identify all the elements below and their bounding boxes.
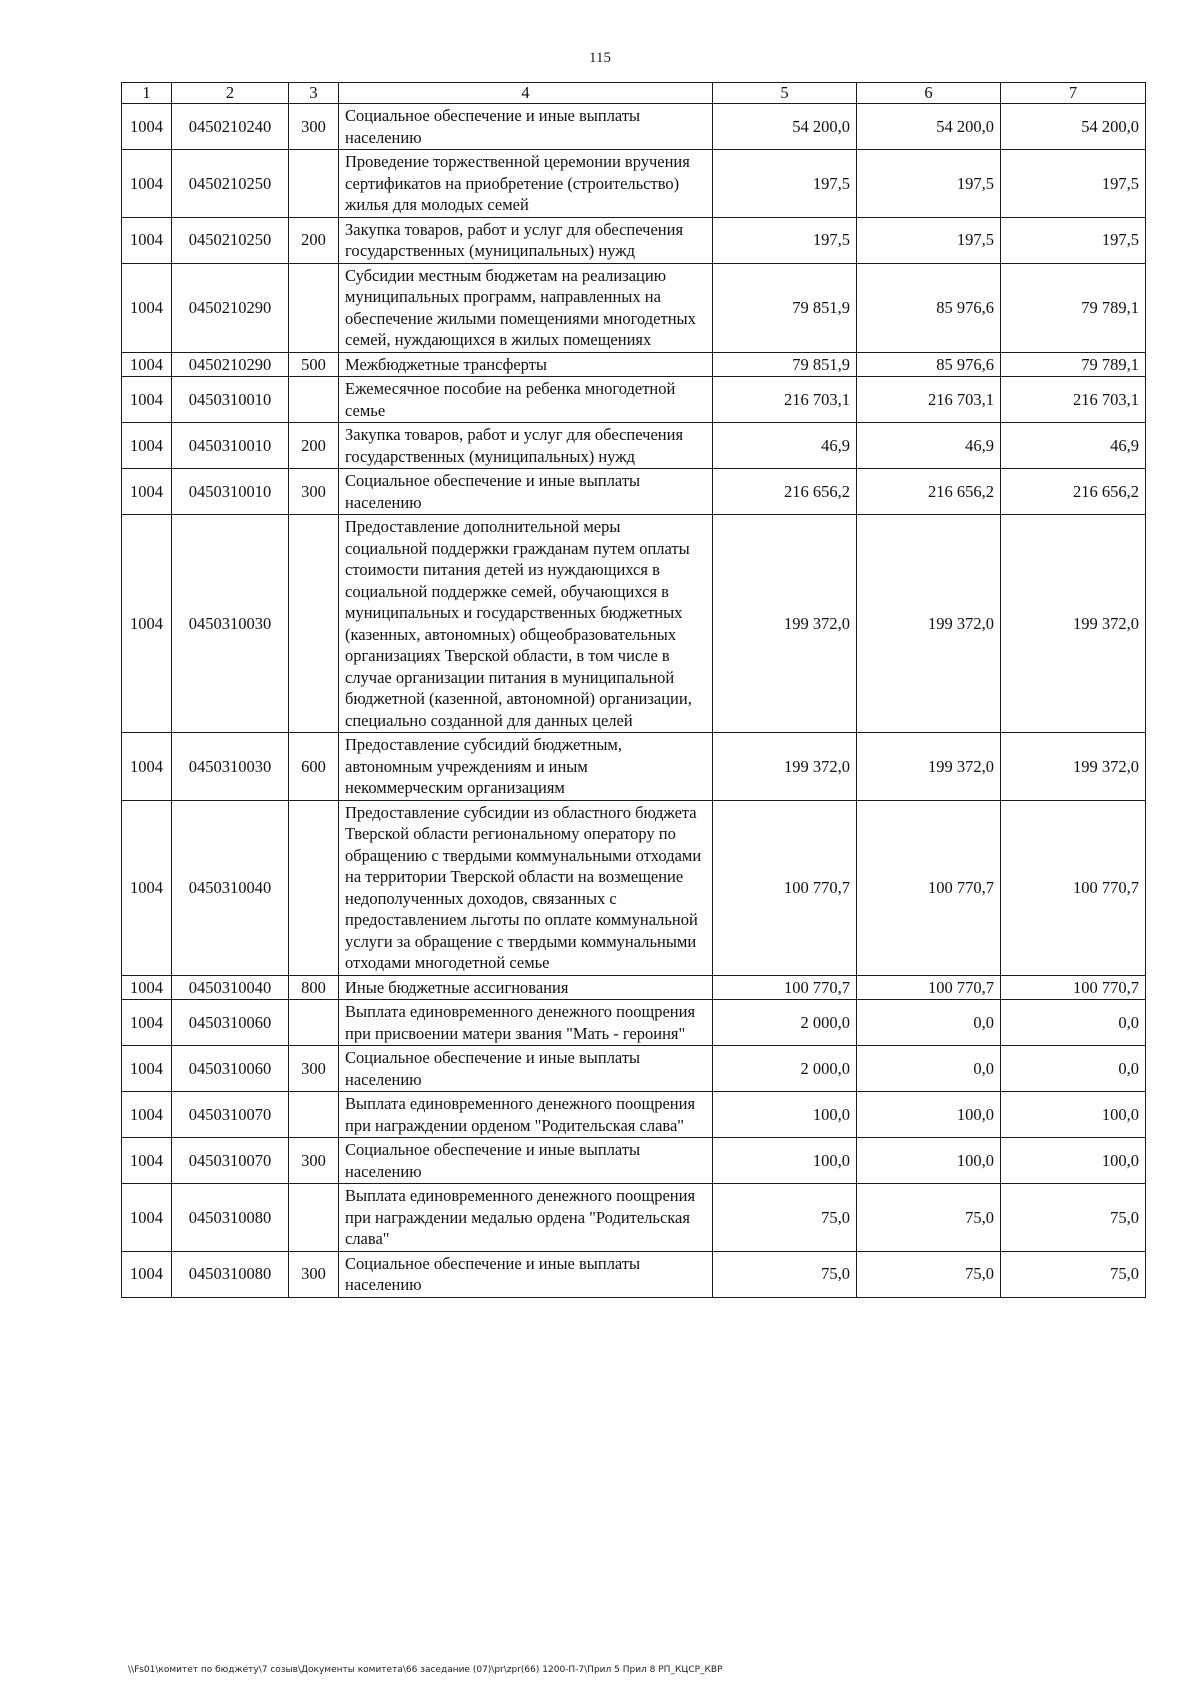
table-row <box>122 352 1146 377</box>
amount-cell-7: 100 770,7 <box>1001 800 1146 975</box>
target-article-cell: 0450310080 <box>172 1184 289 1252</box>
target-article-cell: 0450310010 <box>172 423 289 469</box>
expense-type-cell <box>289 377 339 423</box>
amount-cell-6: 0,0 <box>857 1000 1001 1046</box>
description-cell: Социальное обеспечение и иные выплаты населению <box>339 469 713 515</box>
amount-cell-7: 75,0 <box>1001 1251 1146 1297</box>
amount-cell-7: 46,9 <box>1001 423 1146 469</box>
amount-cell-5: 197,5 <box>713 150 857 218</box>
section-code-cell: 1004 <box>122 1000 172 1046</box>
amount-cell-6: 100,0 <box>857 1092 1001 1138</box>
section-code-cell: 1004 <box>122 469 172 515</box>
amount-cell-7: 79 789,1 <box>1001 352 1146 377</box>
amount-cell-7: 216 703,1 <box>1001 377 1146 423</box>
amount-cell-5: 197,5 <box>713 217 857 263</box>
section-code-cell: 1004 <box>122 423 172 469</box>
amount-cell-7: 0,0 <box>1001 1000 1146 1046</box>
table-row <box>122 515 1146 733</box>
amount-cell-5: 46,9 <box>713 423 857 469</box>
target-article-cell: 0450210250 <box>172 217 289 263</box>
amount-cell-5: 100,0 <box>713 1138 857 1184</box>
expense-type-cell: 500 <box>289 352 339 377</box>
amount-cell-5: 100,0 <box>713 1092 857 1138</box>
amount-cell-7: 216 656,2 <box>1001 469 1146 515</box>
description-cell: Закупка товаров, работ и услуг для обеспечения государственных (муниципальных) нужд <box>339 423 713 469</box>
amount-cell-5: 75,0 <box>713 1184 857 1252</box>
description-cell: Выплата единовременного денежного поощрения при награждении орденом "Родительская слава" <box>339 1092 713 1138</box>
section-code-cell: 1004 <box>122 975 172 1000</box>
expense-type-cell <box>289 515 339 733</box>
description-cell: Иные бюджетные ассигнования <box>339 975 713 1000</box>
amount-cell-7: 100 770,7 <box>1001 975 1146 1000</box>
expense-type-cell <box>289 1092 339 1138</box>
target-article-cell: 0450310070 <box>172 1138 289 1184</box>
amount-cell-6: 75,0 <box>857 1184 1001 1252</box>
amount-cell-5: 100 770,7 <box>713 975 857 1000</box>
table-row <box>122 1184 1146 1252</box>
description-cell: Проведение торжественной церемонии вручения сертификатов на приобретение (строительство) жилья для молодых семей <box>339 150 713 218</box>
table-row <box>122 217 1146 263</box>
section-code-cell: 1004 <box>122 1092 172 1138</box>
amount-cell-6: 199 372,0 <box>857 733 1001 801</box>
amount-cell-5: 79 851,9 <box>713 263 857 352</box>
section-code-cell: 1004 <box>122 1046 172 1092</box>
table-row <box>122 1251 1146 1297</box>
header-cell: 7 <box>1001 83 1146 104</box>
target-article-cell: 0450210250 <box>172 150 289 218</box>
description-cell: Ежемесячное пособие на ребенка многодетной семье <box>339 377 713 423</box>
target-article-cell: 0450310040 <box>172 800 289 975</box>
target-article-cell: 0450210290 <box>172 263 289 352</box>
amount-cell-6: 197,5 <box>857 150 1001 218</box>
section-code-cell: 1004 <box>122 515 172 733</box>
amount-cell-7: 0,0 <box>1001 1046 1146 1092</box>
amount-cell-7: 197,5 <box>1001 150 1146 218</box>
target-article-cell: 0450310030 <box>172 515 289 733</box>
target-article-cell: 0450310040 <box>172 975 289 1000</box>
amount-cell-7: 79 789,1 <box>1001 263 1146 352</box>
expense-type-cell: 200 <box>289 423 339 469</box>
amount-cell-5: 199 372,0 <box>713 733 857 801</box>
expense-type-cell: 300 <box>289 1046 339 1092</box>
description-cell: Социальное обеспечение и иные выплаты населению <box>339 1251 713 1297</box>
target-article-cell: 0450310010 <box>172 469 289 515</box>
section-code-cell: 1004 <box>122 800 172 975</box>
section-code-cell: 1004 <box>122 352 172 377</box>
footer-file-path: \\Fs01\комитет по бюджету\7 созыв\Документы комитета\66 заседание (07)\pr\zpr(66) 1200-П-7\Прил 5 Прил 8 РП_КЦСР_КВР <box>128 1665 723 1675</box>
target-article-cell: 0450310060 <box>172 1000 289 1046</box>
description-cell: Субсидии местным бюджетам на реализацию муниципальных программ, направленных на обеспечение жилыми помещениями многодетных семей, нуждающихся в жилых помещениях <box>339 263 713 352</box>
expense-type-cell: 600 <box>289 733 339 801</box>
amount-cell-6: 199 372,0 <box>857 515 1001 733</box>
expense-type-cell: 300 <box>289 469 339 515</box>
description-cell: Социальное обеспечение и иные выплаты населению <box>339 104 713 150</box>
table-row <box>122 150 1146 218</box>
section-code-cell: 1004 <box>122 1251 172 1297</box>
amount-cell-6: 100 770,7 <box>857 975 1001 1000</box>
expense-type-cell: 300 <box>289 1251 339 1297</box>
table-row <box>122 469 1146 515</box>
amount-cell-5: 100 770,7 <box>713 800 857 975</box>
amount-cell-6: 46,9 <box>857 423 1001 469</box>
expense-type-cell: 300 <box>289 104 339 150</box>
table-row <box>122 1092 1146 1138</box>
amount-cell-7: 75,0 <box>1001 1184 1146 1252</box>
amount-cell-6: 197,5 <box>857 217 1001 263</box>
table-row <box>122 975 1146 1000</box>
expense-type-cell <box>289 263 339 352</box>
description-cell: Социальное обеспечение и иные выплаты населению <box>339 1138 713 1184</box>
target-article-cell: 0450310060 <box>172 1046 289 1092</box>
amount-cell-6: 85 976,6 <box>857 263 1001 352</box>
section-code-cell: 1004 <box>122 150 172 218</box>
page-number: 115 <box>589 50 611 66</box>
section-code-cell: 1004 <box>122 733 172 801</box>
description-cell: Межбюджетные трансферты <box>339 352 713 377</box>
header-row <box>122 83 1146 104</box>
target-article-cell: 0450310030 <box>172 733 289 801</box>
description-cell: Выплата единовременного денежного поощрения при награждении медалью ордена "Родительская слава" <box>339 1184 713 1252</box>
table-row <box>122 1046 1146 1092</box>
header-cell: 4 <box>339 83 713 104</box>
expense-type-cell: 200 <box>289 217 339 263</box>
amount-cell-7: 199 372,0 <box>1001 515 1146 733</box>
amount-cell-5: 75,0 <box>713 1251 857 1297</box>
expense-type-cell <box>289 1000 339 1046</box>
section-code-cell: 1004 <box>122 104 172 150</box>
table-row <box>122 733 1146 801</box>
table-row <box>122 1138 1146 1184</box>
amount-cell-6: 0,0 <box>857 1046 1001 1092</box>
table-row <box>122 263 1146 352</box>
description-cell: Предоставление субсидии из областного бюджета Тверской области региональному оператору по обращению с твердыми коммунальными отходами на территории Тверской области на возмещение недополученных доходов, связанных с предоставлением льготы по оплате коммунальной услуги за обращение с твердыми коммунальными отходами многодетной семье <box>339 800 713 975</box>
expense-type-cell <box>289 800 339 975</box>
amount-cell-6: 216 656,2 <box>857 469 1001 515</box>
amount-cell-5: 216 703,1 <box>713 377 857 423</box>
description-cell: Предоставление субсидий бюджетным, автономным учреждениям и иным некоммерческим организациям <box>339 733 713 801</box>
table-row <box>122 800 1146 975</box>
description-cell: Выплата единовременного денежного поощрения при присвоении матери звания "Мать - героиня" <box>339 1000 713 1046</box>
amount-cell-6: 75,0 <box>857 1251 1001 1297</box>
target-article-cell: 0450310070 <box>172 1092 289 1138</box>
table-row <box>122 104 1146 150</box>
amount-cell-6: 54 200,0 <box>857 104 1001 150</box>
amount-cell-7: 199 372,0 <box>1001 733 1146 801</box>
header-cell: 2 <box>172 83 289 104</box>
amount-cell-6: 100 770,7 <box>857 800 1001 975</box>
amount-cell-7: 197,5 <box>1001 217 1146 263</box>
amount-cell-5: 2 000,0 <box>713 1000 857 1046</box>
target-article-cell: 0450310010 <box>172 377 289 423</box>
amount-cell-6: 100,0 <box>857 1138 1001 1184</box>
expense-type-cell: 300 <box>289 1138 339 1184</box>
section-code-cell: 1004 <box>122 217 172 263</box>
section-code-cell: 1004 <box>122 263 172 352</box>
expense-type-cell <box>289 150 339 218</box>
target-article-cell: 0450210240 <box>172 104 289 150</box>
table-body <box>122 104 1146 1298</box>
expense-type-cell: 800 <box>289 975 339 1000</box>
header-cell: 1 <box>122 83 172 104</box>
header-cell: 3 <box>289 83 339 104</box>
amount-cell-7: 54 200,0 <box>1001 104 1146 150</box>
amount-cell-5: 54 200,0 <box>713 104 857 150</box>
amount-cell-6: 216 703,1 <box>857 377 1001 423</box>
amount-cell-5: 2 000,0 <box>713 1046 857 1092</box>
target-article-cell: 0450310080 <box>172 1251 289 1297</box>
amount-cell-5: 199 372,0 <box>713 515 857 733</box>
section-code-cell: 1004 <box>122 377 172 423</box>
header-cell: 6 <box>857 83 1001 104</box>
description-cell: Предоставление дополнительной меры социальной поддержки гражданам путем оплаты стоимости питания детей из нуждающихся в социальной поддержке семей, обучающихся в муниципальных и государственных бюджетных (казенных, автономных) общеобразовательных организациях Тверской области, в том числе в случае организации питания в муниципальной бюджетной (казенной, автономной) организации, специально созданной для данных целей <box>339 515 713 733</box>
amount-cell-6: 85 976,6 <box>857 352 1001 377</box>
target-article-cell: 0450210290 <box>172 352 289 377</box>
table-row <box>122 423 1146 469</box>
amount-cell-5: 216 656,2 <box>713 469 857 515</box>
header-cell: 5 <box>713 83 857 104</box>
table-row <box>122 377 1146 423</box>
section-code-cell: 1004 <box>122 1138 172 1184</box>
table-row <box>122 1000 1146 1046</box>
description-cell: Закупка товаров, работ и услуг для обеспечения государственных (муниципальных) нужд <box>339 217 713 263</box>
amount-cell-7: 100,0 <box>1001 1092 1146 1138</box>
amount-cell-5: 79 851,9 <box>713 352 857 377</box>
section-code-cell: 1004 <box>122 1184 172 1252</box>
description-cell: Социальное обеспечение и иные выплаты населению <box>339 1046 713 1092</box>
budget-table <box>121 82 1146 1298</box>
expense-type-cell <box>289 1184 339 1252</box>
amount-cell-7: 100,0 <box>1001 1138 1146 1184</box>
